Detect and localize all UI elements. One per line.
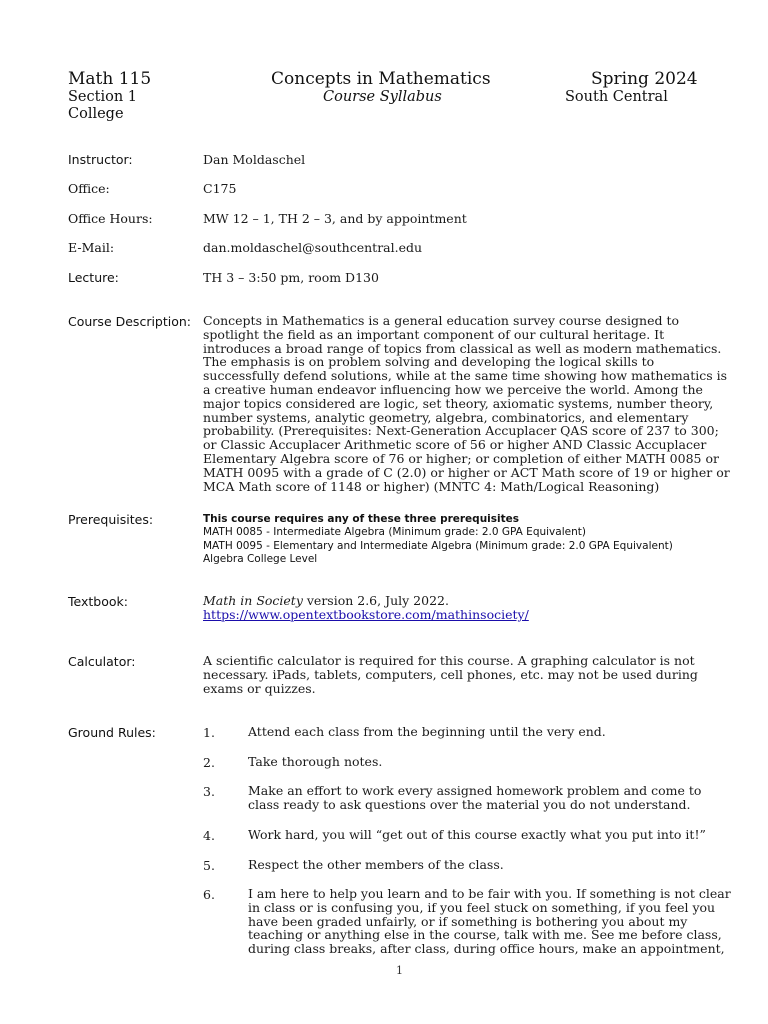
email-value[interactable]: dan.moldaschel@southcentral.edu	[203, 240, 423, 255]
section: Section 1	[68, 89, 138, 105]
textbook-block	[203, 594, 529, 622]
instructor-label: Instructor:	[68, 152, 133, 167]
course-code: Math 115	[68, 69, 152, 89]
textbook-label: Textbook:	[68, 594, 128, 609]
rule-number: 3.	[203, 784, 215, 799]
rule-number: 1.	[203, 725, 215, 740]
textbook-link[interactable]: https://www.opentextbookstore.com/mathinsociety/	[203, 607, 529, 622]
textbook-title: Math in Society	[203, 593, 303, 608]
lecture-label: Lecture:	[68, 270, 119, 285]
college-name-line2: College	[68, 106, 124, 122]
prerequisite-item: MATH 0095 - Elementary and Intermediate Algebra (Minimum grade: 2.0 GPA Equivalent)	[203, 539, 673, 552]
prerequisites-label: Prerequisites:	[68, 512, 154, 527]
prerequisite-item: MATH 0085 - Intermediate Algebra (Minimum grade: 2.0 GPA Equivalent)	[203, 526, 586, 539]
office-label: Office:	[68, 181, 110, 196]
course-description-label: Course Description:	[68, 314, 192, 329]
rule-text: Work hard, you will “get out of this course exactly what you put into it!”	[248, 827, 706, 842]
prerequisite-item: Algebra College Level	[203, 552, 318, 565]
rule-number: 6.	[203, 887, 215, 902]
rule-text: Make an effort to work every assigned homework problem and come to class ready to ask questions over the material you do not understand.	[248, 783, 702, 812]
prerequisites-block	[203, 513, 673, 566]
rule-number: 5.	[203, 858, 215, 873]
term: Spring 2024	[591, 69, 698, 89]
rule-number: 4.	[203, 828, 215, 843]
course-title: Concepts in Mathematics	[271, 69, 491, 89]
calculator-text: A scientific calculator is required for this course. A graphing calculator is not necessary. iPads, tablets, computers, cell phones, etc. may not be used during exams or quizzes.	[203, 653, 698, 696]
lecture-value: TH 3 – 3:50 pm, room D130	[203, 270, 379, 285]
email-label: E-Mail:	[68, 240, 115, 255]
college-name-line1: South Central	[565, 89, 668, 105]
ground-rules-label: Ground Rules:	[68, 725, 156, 740]
document-subtitle: Course Syllabus	[323, 89, 442, 105]
office-hours-value: MW 12 – 1, TH 2 – 3, and by appointment	[203, 211, 467, 226]
textbook-version: version 2.6, July 2022.	[302, 593, 449, 608]
course-description-text: Concepts in Mathematics is a general education survey course designed to spotlight the field as an important component of our cultural heritage. It introduces a broad range of topics from classical as well as modern mathematics. The emphasis is on problem solving and developing the logical skills to successfully defend solutions, while at the same time showing how mathematics is a creative human endeavor influencing how we perceive the world. Among the major topics considered are logic, set theory, axiomatic systems, number theory, number systems, analytic geometry, algebra, combinatorics, and elementary probability. (Prerequisites: Next-Generation Accuplacer QAS score of 237 to 300; or Classic Accuplacer Arithmetic score of 56 or higher AND Classic Accuplacer Elementary Algebra score of 76 or higher; or completion of either MATH 0085 or MATH 0095 with a grade of C (2.0) or higher or ACT Math score of 19 or higher or MCA Math score of 1148 or higher) (MNTC 4: Math/Logical Reasoning)	[203, 313, 730, 494]
prerequisites-heading: This course requires any of these three prerequisites	[203, 513, 520, 525]
office-hours-label: Office Hours:	[68, 211, 153, 226]
rule-text: Take thorough notes.	[248, 754, 383, 769]
page-number: 1	[396, 964, 403, 977]
rule-number: 2.	[203, 755, 215, 770]
calculator-label: Calculator:	[68, 654, 136, 669]
rule-text: Attend each class from the beginning until the very end.	[248, 724, 606, 739]
rule-text: Respect the other members of the class.	[248, 857, 504, 872]
rule-text: I am here to help you learn and to be fair with you. If something is not clear in class or is confusing you, if you feel stuck on something, if you feel you have been graded unfairly, or if something is bothering you about my teaching or anything else in the course, talk with me. See me before class, during class breaks, after class, during office hours, make an appointment,	[248, 886, 731, 957]
instructor-value: Dan Moldaschel	[203, 152, 306, 167]
office-value: C175	[203, 181, 237, 196]
